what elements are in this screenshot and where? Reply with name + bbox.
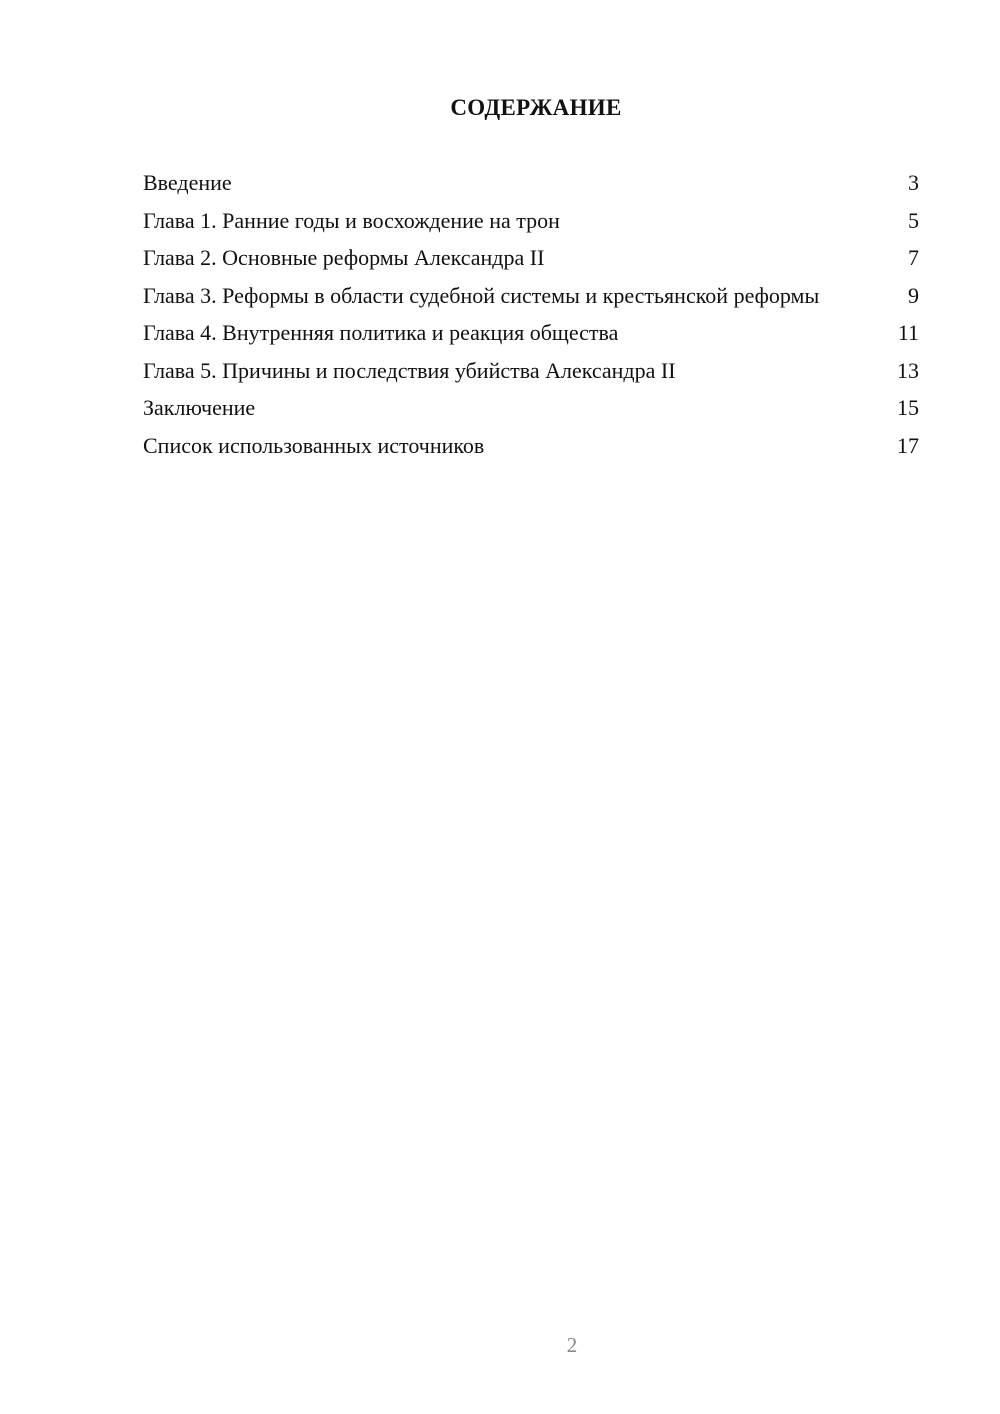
toc-entry-page: 9 bbox=[908, 282, 919, 308]
toc-entry-chapter-3 bbox=[143, 283, 919, 309]
toc-entry-chapter-5 bbox=[143, 358, 919, 384]
toc-entry-label: Глава 1. Ранние годы и восхождение на трон bbox=[143, 207, 560, 233]
toc-entry-introduction bbox=[143, 170, 919, 196]
toc-heading: СОДЕРЖАНИЕ bbox=[450, 95, 622, 120]
toc-entry-references bbox=[143, 433, 919, 459]
toc-entry-label: Заключение bbox=[143, 395, 256, 420]
toc-entry-label: Введение bbox=[143, 170, 232, 195]
toc-entry-label: Список использованных источников bbox=[143, 432, 485, 458]
table-of-contents bbox=[143, 170, 919, 470]
toc-entry-label: Глава 4. Внутренняя политика и реакция общества bbox=[143, 320, 619, 345]
toc-entry-page: 7 bbox=[908, 245, 919, 270]
toc-entry-page: 3 bbox=[908, 170, 919, 195]
toc-entry-page: 15 bbox=[897, 395, 919, 420]
toc-entry-label: Глава 5. Причины и последствия убийства Александра II bbox=[143, 357, 676, 383]
toc-entry-page: 11 bbox=[897, 320, 919, 345]
toc-entry-chapter-2 bbox=[143, 245, 919, 271]
toc-entry-chapter-1 bbox=[143, 208, 919, 234]
toc-entry-page: 5 bbox=[908, 207, 919, 233]
toc-entry-label: Глава 3. Реформы в области судебной системы и крестьянской реформы bbox=[143, 282, 820, 308]
toc-entry-conclusion bbox=[143, 395, 919, 421]
toc-entry-page: 17 bbox=[897, 432, 919, 458]
toc-entry-label: Глава 2. Основные реформы Александра II bbox=[143, 245, 545, 270]
toc-entry-chapter-4 bbox=[143, 320, 919, 346]
page-number: 2 bbox=[566, 1333, 578, 1357]
toc-entry-page: 13 bbox=[897, 357, 919, 383]
